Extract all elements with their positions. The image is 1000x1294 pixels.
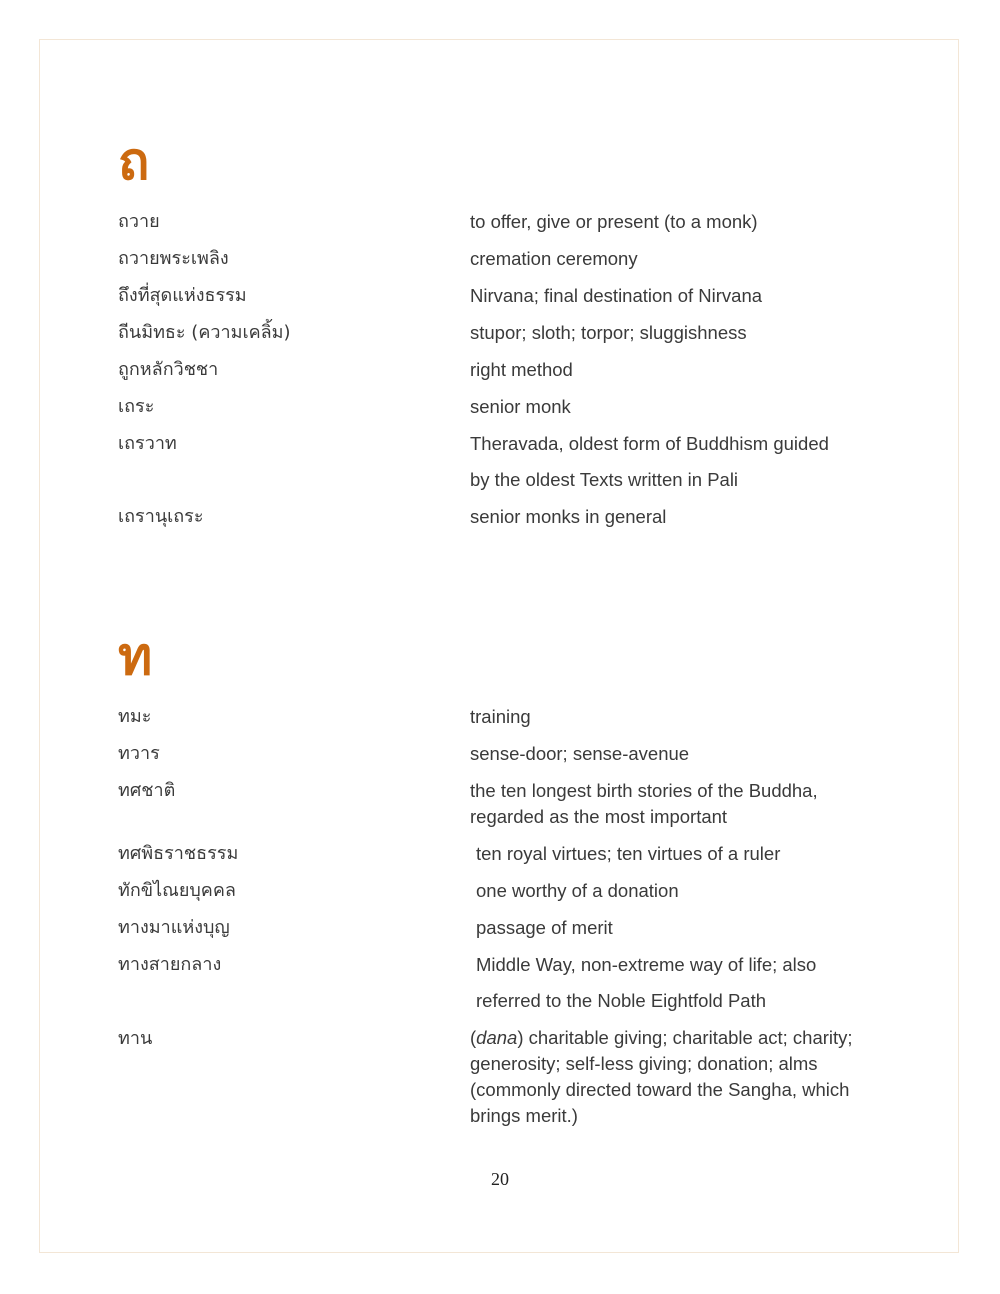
thai-term: ทาน — [118, 1028, 153, 1049]
section-letter-tho-thahan: ท — [118, 627, 153, 687]
english-definition: ten royal virtues; ten virtues of a ruler — [476, 843, 781, 864]
page-number: 20 — [491, 1169, 509, 1189]
english-definition-continued: by the oldest Texts written in Pali — [470, 469, 739, 490]
english-definition: sense-door; sense-avenue — [470, 743, 690, 764]
english-definition: Theravada, oldest form of Buddhism guided — [470, 433, 829, 454]
english-definition-continued: regarded as the most important — [470, 806, 728, 827]
thai-term: เถรวาท — [118, 433, 177, 454]
thai-term: ทศพิธราชธรรม — [118, 843, 239, 864]
english-definition: right method — [470, 359, 573, 380]
thai-term: ทักขิไณยบุคคล — [118, 880, 236, 901]
english-definition: to offer, give or present (to a monk) — [470, 211, 758, 232]
pali-term-italic: dana — [476, 1027, 518, 1048]
thai-term: ทวาร — [118, 743, 160, 764]
english-definition: senior monks in general — [470, 506, 667, 527]
paren-open: ( — [470, 1027, 477, 1048]
english-definition-continued: brings merit.) — [470, 1105, 578, 1126]
english-definition: stupor; sloth; torpor; sluggishness — [470, 322, 747, 343]
english-definition: the ten longest birth stories of the Buddha, — [470, 780, 818, 801]
thai-term: ถูกหลักวิชชา — [118, 359, 219, 380]
thai-term: ถึงที่สุดแห่งธรรม — [118, 285, 247, 306]
thai-term: เถระ — [118, 396, 155, 417]
thai-term: ถีนมิทธะ (ความเคลิ้ม) — [118, 322, 291, 343]
thai-term: ทางสายกลาง — [118, 954, 222, 975]
english-definition: passage of merit — [476, 917, 613, 938]
english-definition-continued: (commonly directed toward the Sangha, which — [470, 1079, 850, 1100]
thai-term: ถวายพระเพลิง — [118, 248, 229, 269]
english-definition: training — [470, 706, 531, 727]
thai-term: ทมะ — [118, 706, 152, 727]
definition-text: ) charitable giving; charitable act; charity; — [517, 1027, 853, 1048]
english-definition — [470, 1025, 890, 1051]
english-definition: cremation ceremony — [470, 248, 638, 269]
english-definition: Middle Way, non-extreme way of life; also — [476, 954, 817, 975]
thai-term: ทศชาติ — [118, 780, 176, 801]
english-definition: senior monk — [470, 396, 571, 417]
thai-term: ทางมาแห่งบุญ — [118, 917, 230, 938]
english-definition-continued: referred to the Noble Eightfold Path — [476, 990, 767, 1011]
english-definition: Nirvana; final destination of Nirvana — [470, 285, 763, 306]
thai-term: เถรานุเถระ — [118, 506, 204, 527]
thai-term: ถวาย — [118, 211, 160, 232]
english-definition: one worthy of a donation — [476, 880, 679, 901]
english-definition-continued: generosity; self-less giving; donation; alms — [470, 1053, 818, 1074]
section-letter-tho-thung: ถ — [118, 132, 150, 192]
